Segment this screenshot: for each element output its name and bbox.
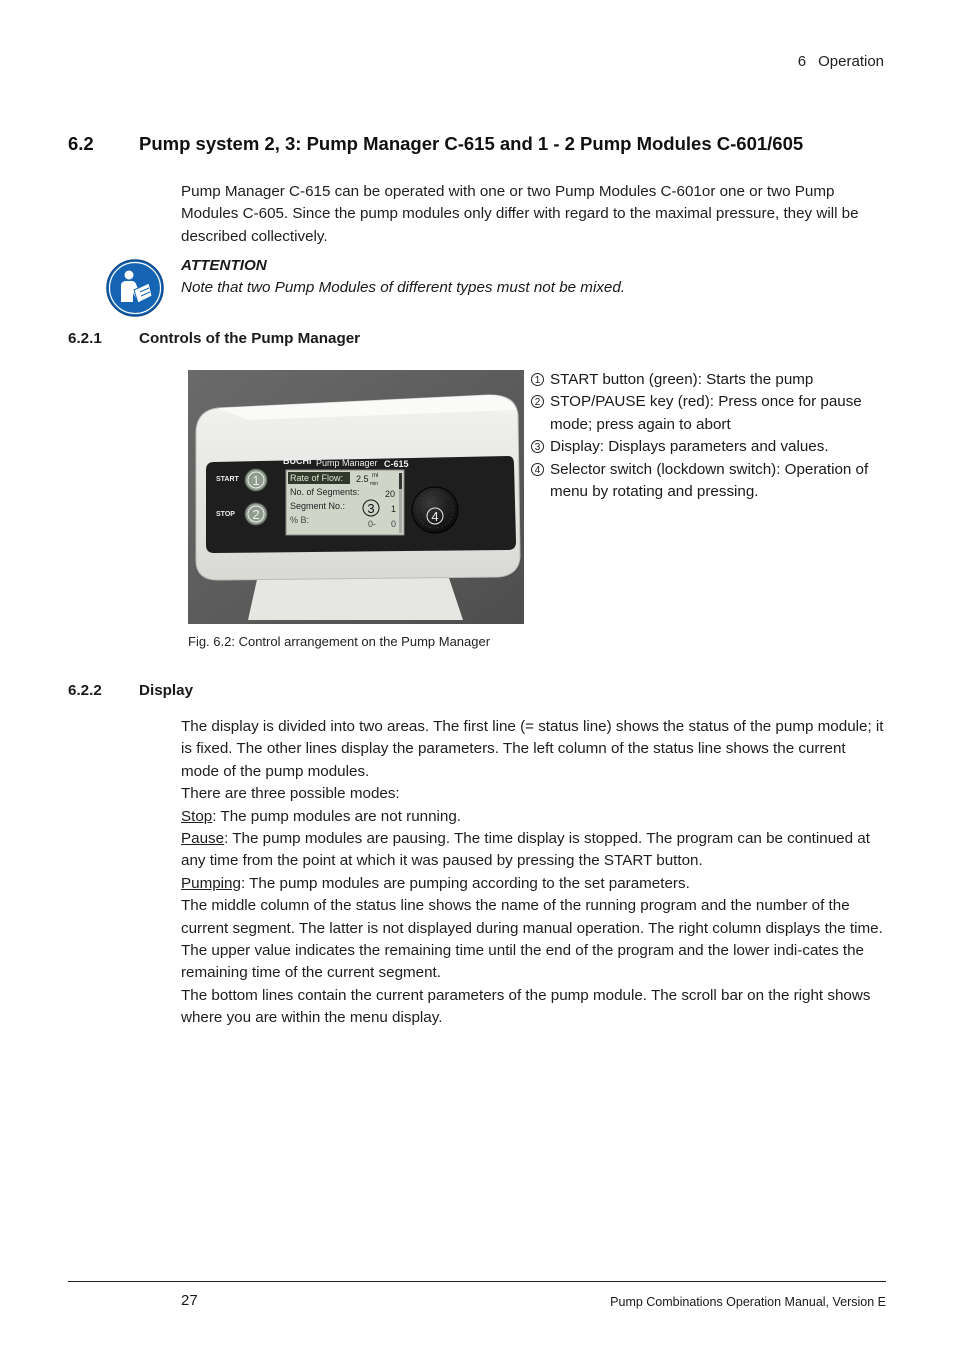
lcd-scrollbar [399,473,402,489]
subsection-number: 6.2.1 [68,330,102,347]
legend-item: 2 STOP/PAUSE key (red): Press once for pause mode; press again to abort [528,391,888,436]
controls-legend [528,369,888,503]
lcd-line-2: No. of Segments: [290,487,360,497]
model-label: C-615 [384,459,409,469]
display-paragraph-1: The display is divided into two areas. The first line (= status line) shows the status of the pump module; it is fixed. The other lines display the parameters. The left column of the status line shows the current mode of the pump modules. [181,718,884,780]
unit-bottom: min [370,481,379,487]
subsection-number: 6.2.2 [68,682,102,699]
section-title: Pump system 2, 3: Pump Manager C-615 and 1 - 2 Pump Modules C-601/605 [139,133,804,154]
running-header [798,53,884,70]
legend-item: 3 Display: Displays parameters and values. [528,436,888,458]
subsection-heading-controls [68,330,360,347]
lcd-line-4: % B: [290,515,310,525]
display-paragraph-4: The bottom lines contain the current parameters of the pump module. The scroll bar on the right shows where you are within the menu display. [181,986,871,1027]
attention-title: ATTENTION [181,257,267,274]
manual-reading-icon [105,258,165,318]
unit-top: ml [372,473,379,479]
document-title: Pump Combinations Operation Manual, Version E [610,1295,886,1309]
callout-3: 3 [367,501,375,516]
lcd-value-5: 0 [391,519,397,529]
intro-paragraph: Pump Manager C-615 can be operated with one or two Pump Modules C-601or one or two Pump Modules C-605. Since the pump modules only differ with regard to the maximal pressure, they will be described collectively. [181,183,859,245]
lcd-value-3: 1 [391,504,397,514]
mode-pause: Pause: The pump modules are pausing. The time display is stopped. The program can be continued at any time from the point at which it was paused by pressing the START button. [181,830,870,870]
start-label: START [216,476,239,483]
section-number: 6.2 [68,133,94,154]
subsection-title: Controls of the Pump Manager [139,330,361,347]
display-description [181,716,886,1030]
pump-manager-illustration [188,370,524,624]
figure-caption: Fig. 6.2: Control arrangement on the Pump Manager [188,634,491,649]
brand-label: BÜCHI [283,456,312,466]
lcd-value-4: 0- [368,519,377,529]
mode-pumping: Pumping: The pump modules are pumping according to the set parameters. [181,874,690,892]
legend-item: 4 Selector switch (lockdown switch): Operation of menu by rotating and pressing. [528,459,888,504]
brand-model-label: Pump Manager [316,458,378,468]
lcd-value-2: 20 [385,489,396,499]
display-paragraph-3: The middle column of the status line shows the name of the running program and the number of the current segment. The latter is not displayed during manual operation. The right column displays the time. The upper value indicates the remaining time until the end of the program and the lower indi-cates the remaining time of the current segment. [181,897,883,982]
section-heading [68,133,803,155]
display-paragraph-2: There are three possible modes: [181,785,400,803]
stop-label: STOP [216,511,235,518]
lcd-value-1: 2.5 [356,474,369,484]
footer-rule [68,1281,886,1282]
mode-stop: Stop: The pump modules are not running. [181,807,462,825]
callout-1: 1 [252,473,260,488]
callout-4: 4 [431,509,439,524]
page-number: 27 [181,1292,198,1309]
legend-item: 1 START button (green): Starts the pump [528,369,888,391]
lcd-line-1: Rate of Flow: [290,473,344,483]
pump-manager-photo [188,370,524,624]
chapter-title: Operation [818,53,884,70]
chapter-number: 6 [797,53,807,70]
lcd-line-3: Segment No.: [290,501,346,511]
callout-2: 2 [252,507,260,522]
subsection-title: Display [139,682,194,699]
attention-text: Note that two Pump Modules of different types must not be mixed. [181,279,626,296]
subsection-heading-display [68,682,193,699]
